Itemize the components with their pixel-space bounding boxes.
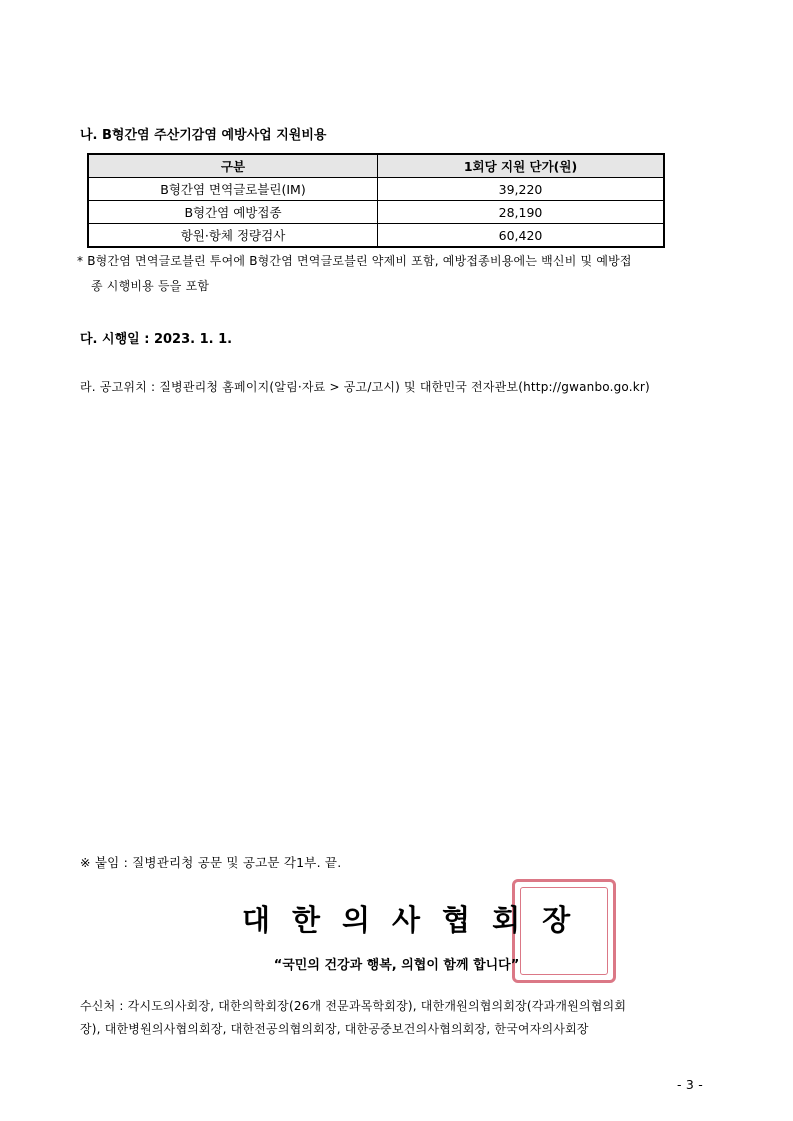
slogan: “국민의 건강과 행복, 의협이 함께 합니다”: [273, 958, 520, 973]
row-category: B형간염 면역글로블린(IM): [88, 178, 378, 201]
recipients-line1: 수신처 : 각시도의사회장, 대한의학회장(26개 전문과목학회장), 대한개원의협의회장(각과개원의협의회: [80, 999, 627, 1013]
row-cost: 60,420: [378, 224, 665, 248]
page-number: - 3 -: [677, 1077, 703, 1092]
section-da-title: 다. 시행일 : 2023. 1. 1.: [80, 332, 233, 347]
cost-table: [87, 153, 665, 248]
table-row: [88, 201, 664, 224]
table-header-row: [88, 154, 664, 178]
row-cost: 39,220: [378, 178, 665, 201]
header-category: 구분: [88, 154, 378, 178]
table-row: [88, 178, 664, 201]
recipients-line2: 장), 대한병원의사협의회장, 대한전공의협의회장, 대한공중보건의사협의회장, 한국여자의사회장: [80, 1022, 589, 1036]
footnote-line2: 종 시행비용 등을 포함: [91, 279, 210, 293]
attachment-note: ※ 붙임 : 질병관리청 공문 및 공고문 각1부. 끝.: [80, 855, 342, 870]
notice-location: 라. 공고위치 : 질병관리청 홈페이지(알림·자료 > 공고/고시) 및 대한민국 전자관보(http://gwanbo.go.kr): [80, 380, 650, 394]
row-category: B형간염 예방접종: [88, 201, 378, 224]
row-cost: 28,190: [378, 201, 665, 224]
section-na-title: 나. B형간염 주산기감염 예방사업 지원비용: [80, 128, 327, 143]
row-category: 항원·항체 정량검사: [88, 224, 378, 248]
footnote-line1: * B형간염 면역글로블린 투여에 B형간염 면역글로블린 약제비 포함, 예방접종비용에는 백신비 및 예방접: [77, 254, 632, 268]
header-unit-cost: 1회당 지원 단가(원): [378, 154, 665, 178]
table-row: [88, 224, 664, 248]
signature-title: 대한의사협회장: [242, 903, 593, 937]
